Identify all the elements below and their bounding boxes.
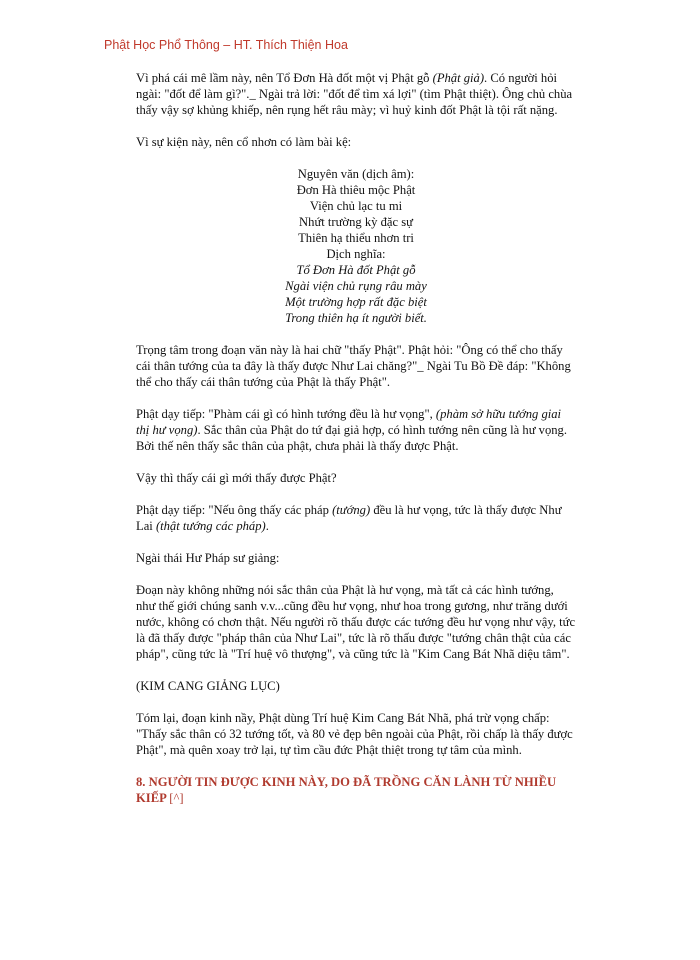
- paragraph-5: Vậy thì thấy cái gì mới thấy được Phật?: [136, 471, 337, 485]
- section-heading: [136, 774, 576, 806]
- document-body: [136, 70, 576, 806]
- paragraph-2: Vì sự kiện này, nên cổ nhơn có làm bài kệ:: [136, 135, 352, 149]
- paragraph-1-text-c: . Có người hỏi ngài: "đốt để làm gì?"._ Ngài trả lời: "đốt để tìm xá lợi" (tìm Phật thiệt). Ông chủ chùa thấy vậy sợ khủng khiếp, nên rụng hết râu mày; vì huỷ kinh đốt Phật là tội rất nặng.: [136, 71, 573, 117]
- paragraph-1-italic: (Phật giả): [432, 71, 485, 85]
- paragraph-6-text-e: .: [265, 519, 269, 533]
- poem-line: Nguyên văn (dịch âm):: [297, 167, 415, 181]
- paragraph-6-italic-b: (tướng): [332, 503, 371, 517]
- poem-line: Ngài viện chủ rụng râu mày: [285, 279, 427, 293]
- poem-line: Một trường hợp rất đặc biệt: [285, 295, 427, 309]
- poem-line: Đơn Hà thiêu mộc Phật: [296, 183, 416, 197]
- poem-line: Viện chủ lạc tu mi: [309, 199, 403, 213]
- poem-line: Trong thiên hạ ít người biết.: [285, 311, 427, 325]
- paragraph-4-italic: (phàm sở hữu tướng giai thị hư vọng): [136, 407, 562, 437]
- source-citation: (KIM CANG GIẢNG LỤC): [136, 679, 280, 693]
- paragraph-1-text-a: Vì phá cái mê lầm này, nên Tổ Đơn Hà đốt một vị Phật gỗ: [136, 71, 433, 85]
- poem-line: Thiên hạ thiểu nhơn tri: [298, 231, 414, 245]
- paragraph-4: [136, 406, 576, 454]
- poem-block: [136, 166, 576, 326]
- poem-line: Nhứt trường kỳ đặc sự: [299, 215, 413, 229]
- paragraph-4-text-a: Phật dạy tiếp: "Phàm cái gì có hình tướng đều là hư vọng",: [136, 407, 436, 421]
- paragraph-6: [136, 502, 576, 534]
- paragraph-6-text-a: Phật dạy tiếp: "Nếu ông thấy các pháp: [136, 503, 333, 517]
- paragraph-8: Đoạn này không những nói sắc thân của Phật là hư vọng, mà tất cả các hình tướng, như thế giới chúng sanh v.v...cũng đều hư vọng, như hoa trong gương, như trăng dưới nước, không có chơn thật. Nếu người rõ thấu được các tướng đều hư vọng như vậy, tức là đã thấy được "pháp thân của Như Lai", tức là rõ thấu được "tướng chân thật của các pháp", cũng tức là "Trí huệ vô thượng", và cũng tức là "Kim Cang Bát Nhã diệu tâm".: [136, 583, 576, 661]
- paragraph-7: Ngài thái Hư Pháp sư giảng:: [136, 551, 280, 565]
- section-heading-text: 8. NGƯỜI TIN ĐƯỢC KINH NÀY, DO ĐÃ TRỒNG CĂN LÀNH TỪ NHIỀU KIẾP: [136, 775, 557, 805]
- page-header: Phật Học Phổ Thông – HT. Thích Thiện Hoa: [104, 38, 348, 52]
- poem-line: Tổ Đơn Hà đốt Phật gỗ: [296, 263, 416, 277]
- back-to-top-link[interactable]: [^]: [169, 791, 184, 805]
- paragraph-6-text-c: đều là hư vọng, tức là thấy được Như Lai: [136, 503, 562, 533]
- paragraph-1: [136, 70, 576, 118]
- paragraph-6-italic-d: (thật tướng các pháp): [155, 519, 266, 533]
- poem-line: Dịch nghĩa:: [326, 247, 386, 261]
- paragraph-4-text-c: . Sắc thân của Phật do tứ đại giả hợp, có hình tướng nên cũng là hư vọng. Bởi thế nên thấy sắc thân của phật, chưa phải là thấy được Phật.: [136, 423, 567, 453]
- paragraph-10: Tóm lại, đoạn kinh nầy, Phật dùng Trí huệ Kim Cang Bát Nhã, phá trừ vọng chấp: "Thấy sắc thân có 32 tướng tốt, và 80 vẻ đẹp bên ngoài của Phật, rồi chấp là thấy được Phật", mà quên xoay trở lại, tự tìm cầu đức Phật thiệt trong tự tâm của mình.: [136, 711, 573, 757]
- paragraph-3: Trọng tâm trong đoạn văn này là hai chữ "thấy Phật". Phật hỏi: "Ông có thể cho thấy cái thân tướng của ta đây là thấy được Như Lai chăng?"_ Ngài Tu Bồ Đề đáp: "Không thể cho thấy cái thân tướng của Phật là thấy Phật".: [136, 343, 571, 389]
